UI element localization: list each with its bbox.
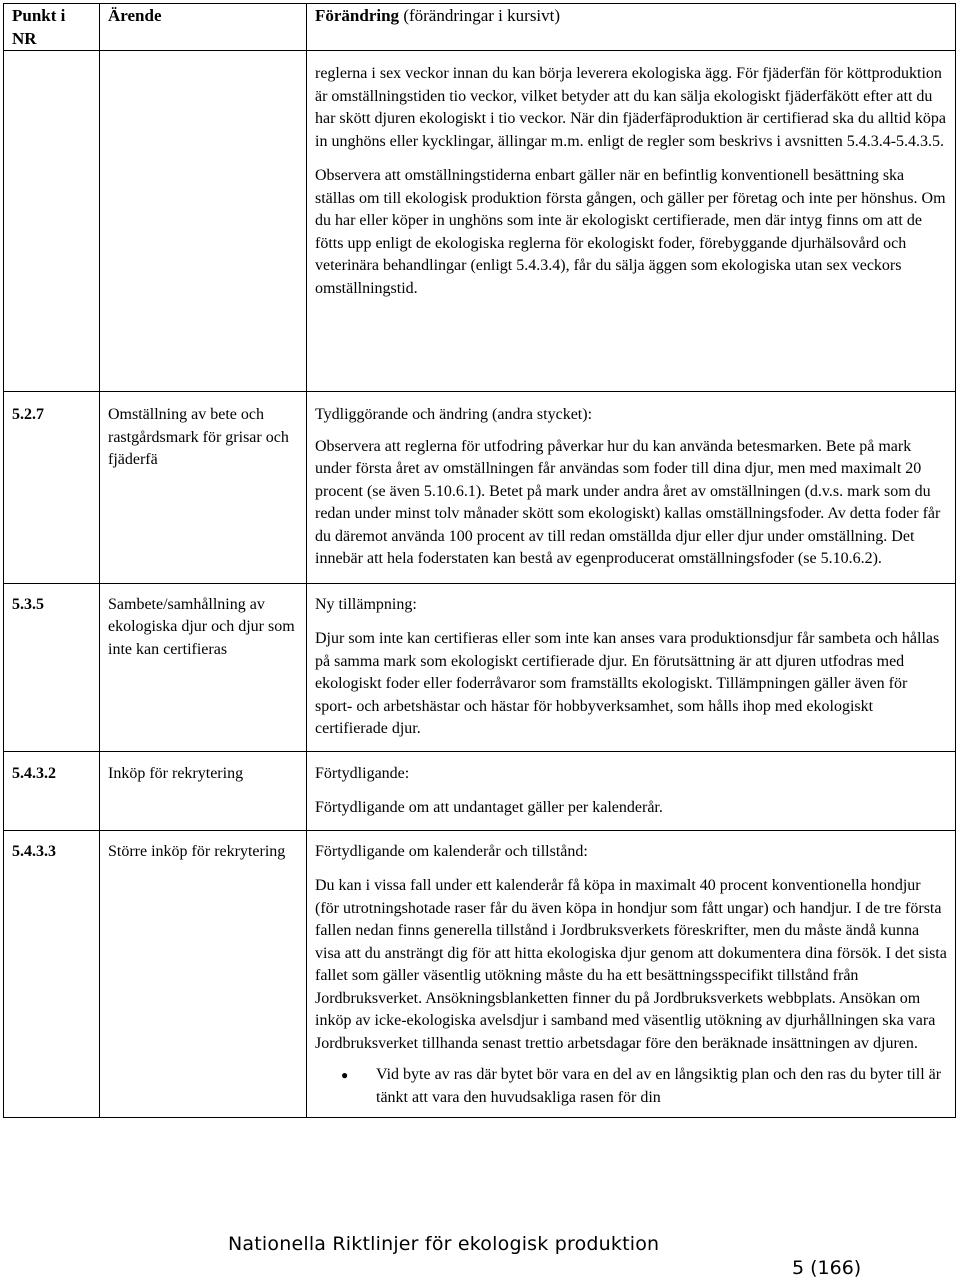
- changes-table: [3, 3, 956, 1118]
- table-row: [4, 51, 956, 392]
- topic-cell: Inköp för rekrytering: [100, 751, 307, 830]
- paragraph: Förtydligande om att undantaget gäller per kalenderår.: [315, 799, 663, 816]
- point-number: 5.2.7: [4, 392, 100, 584]
- change-cell: [307, 830, 956, 1118]
- table-row: [4, 830, 956, 1118]
- point-cell: [4, 51, 100, 392]
- point-number: 5.4.3.2: [4, 751, 100, 830]
- paragraph: Djur som inte kan certifieras eller som inte kan anses vara produktionsdjur får sambeta och hållas på samma mark som ekologiskt certifierade djur. En förutsättning är att djuren utfodras med ekologiskt foder eller foderråvaror som framställts ekologiskt. Tillämpningen gäller även för sport- och arbetshästar och hästar för hobbyverksamhet, som hålls ihop med ekologiskt certifierade djur.: [315, 630, 940, 737]
- topic-cell: [100, 51, 307, 392]
- header-change: Förändring (förändringar i kursivt): [307, 4, 956, 51]
- page-number: 5 (166): [792, 1257, 862, 1279]
- change-heading: Förtydligande:: [315, 764, 410, 782]
- change-heading: Tydliggörande och ändring (andra stycket):: [315, 406, 593, 423]
- change-cell: [307, 392, 956, 584]
- list-item: ● Vid byte av ras där bytet bör vara en del av en långsiktig plan och den ras du byter till är tänkt att vara den huvudsakliga rasen för din: [315, 1064, 947, 1109]
- table-row: [4, 583, 956, 751]
- table-row: [4, 392, 956, 584]
- bullet-list: [315, 1064, 947, 1109]
- paragraph: reglerna i sex veckor innan du kan börja leverera ekologiska ägg. För fjäderfän för köttproduktion är omställningstiden tio veckor, vilket betyder att du kan sälja ekologiskt fjäderfäkött efter att du har skött djuren ekologiskt i tio veckor. När din fjäderfäproduktion är certifierad ska du alltid köpa in unghöns eller kycklingar, ällingar m.m. enligt de regler som beskrivs i avsnitten 5.4.3.4-5.4.3.5.: [315, 65, 946, 150]
- point-number: 5.4.3.3: [4, 830, 100, 1118]
- topic-cell: Större inköp för rekrytering: [100, 830, 307, 1118]
- paragraph: Observera att reglerna för utfodring påverkar hur du kan använda betesmarken. Bete på mark under första året av omställningen får användas som foder till dina djur, men med maximalt 20 procent (se även 5.10.6.1). Betet på mark under andra året av omställningen (d.v.s. mark som du redan under minst tolv månader skött som ekologiskt) kallas omställningsfoder. Av detta foder får du däremot använda 100 procent av till redan omställda djur eller djur under omställning. Det innebär att hela foderstaten kan bestå av egenproducerat omställningsfoder (se 5.10.6.2).: [315, 437, 941, 567]
- change-cell: [307, 751, 956, 830]
- topic-cell: Sambete/samhållning av ekologiska djur och djur som inte kan certifieras: [100, 583, 307, 751]
- table-row: [4, 751, 956, 830]
- change-cell: [307, 51, 956, 392]
- paragraph: Du kan i vissa fall under ett kalenderår få köpa in maximalt 40 procent konventionella hondjur (för utrotningshotade raser får du även köpa in hondjur som fått ungar) och handjur. I de tre första fallen nedan finns generella tillstånd i Jordbruksverkets föreskrifter, men du måste ändå kunna visa att du ansträngt dig för att hitta ekologiska djur genom att dokumentera dina försök. I det sista fallet som gäller väsentlig utökning måste du ha ett besättningsspecifikt tillstånd från Jordbruksverket. Ansökningsblanketten finner du på Jordbruksverkets webbplats. Ansökan om inköp av icke-ekologiska avelsdjur i samband med väsentlig utökning av djurhållningen ska vara Jordbruksverket tillhanda senast trettio arbetsdagar före den beräknade insättningen av djuren.: [315, 877, 947, 1052]
- change-heading: Ny tillämpning:: [315, 595, 417, 613]
- topic-cell: Omställning av bete och rastgårdsmark för grisar och fjäderfä: [100, 392, 307, 584]
- change-heading: Förtydligande om kalenderår och tillstånd:: [315, 842, 588, 860]
- footer-title: Nationella Riktlinjer för ekologisk produktion: [228, 1233, 660, 1255]
- header-point: Punkt i NR: [4, 4, 100, 51]
- table-header-row: [4, 4, 956, 51]
- header-topic: Ärende: [100, 4, 307, 51]
- point-number: 5.3.5: [4, 583, 100, 751]
- paragraph: Observera att omställningstiderna enbart gäller när en befintlig konventionell besättning ska ställas om till ekologisk produktion första gången, och gäller per företag och inte per hönshus. Om du har eller köper in unghöns som inte är ekologiskt certifierade, men där intyg finns om att de fötts upp enligt de ekologiska reglerna för ekologiskt foder, förebyggande djurhälsovård och veterinära behandlingar (enligt 5.4.3.4), får du sälja äggen som ekologiska utan sex veckors omställningstid.: [315, 167, 946, 297]
- change-cell: [307, 583, 956, 751]
